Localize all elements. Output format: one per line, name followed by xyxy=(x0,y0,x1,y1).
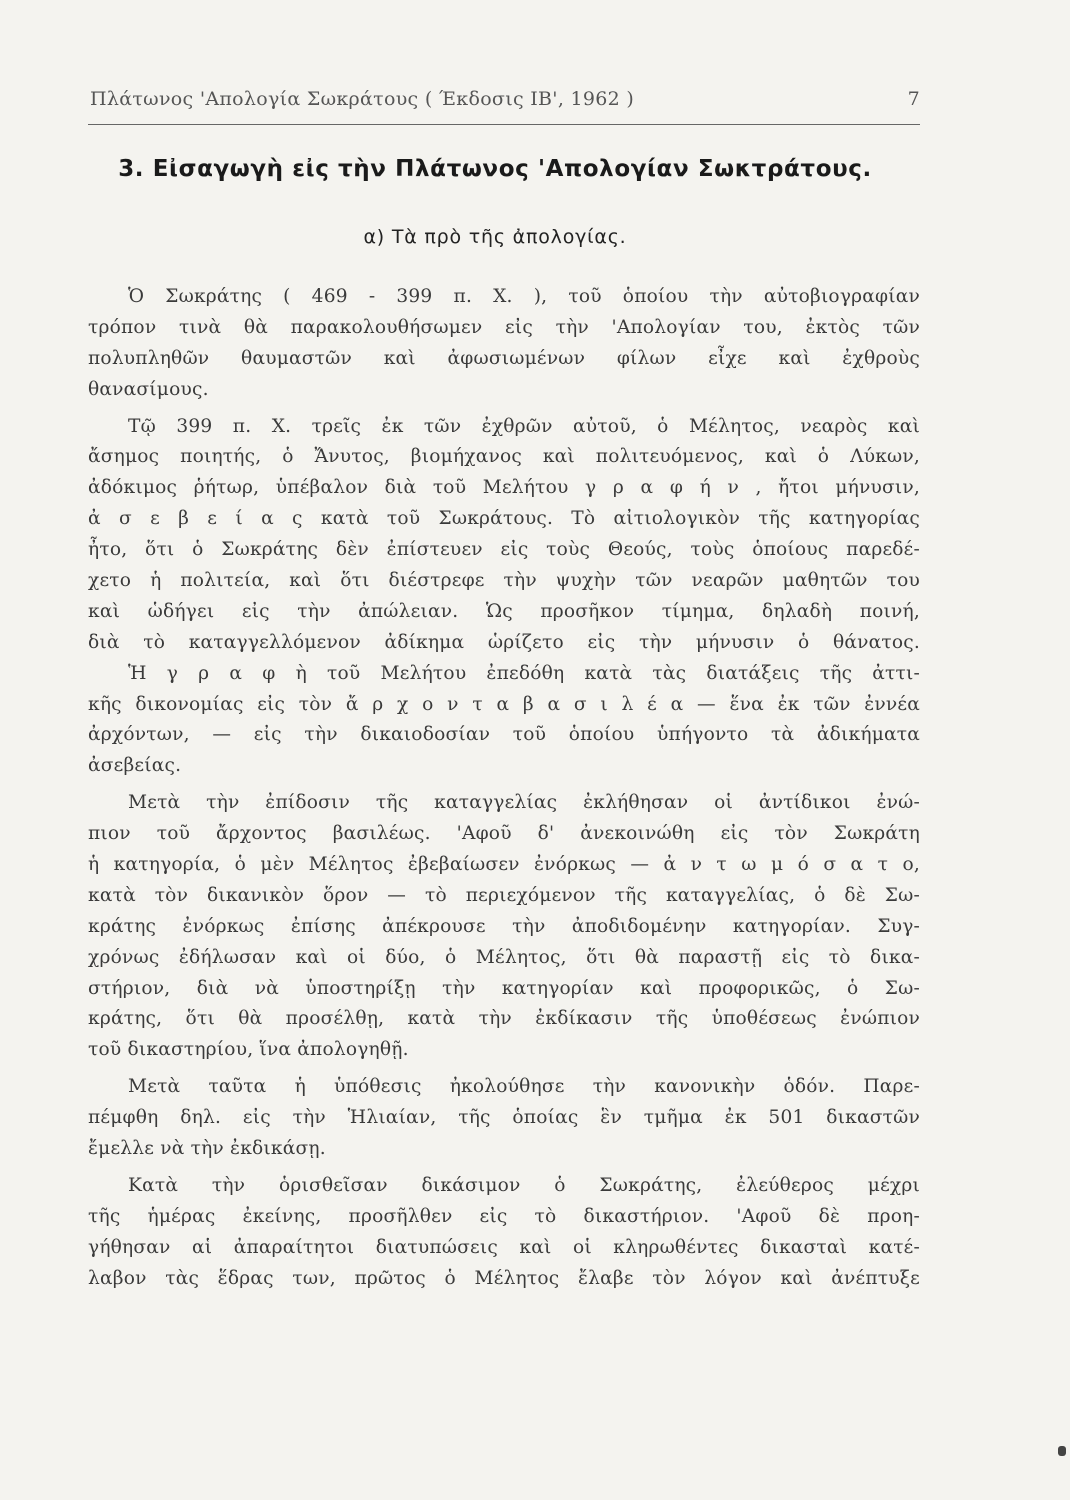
text-line: διὰ τὸ καταγγελλόμενον ἀδίκημα ὡρίζετο εἰς τὴν μήνυσιν ὁ θάνατος. xyxy=(88,631,920,653)
text-line: στήριον, διὰ νὰ ὑποστηρίξῃ τὴν κατηγορίαν καὶ προφορικῶς, ὁ Σω- xyxy=(88,977,920,999)
text-line: ἄσημος ποιητής, ὁ Ἄνυτος, βιομήχανος καὶ πολιτευόμενος, καὶ ὁ Λύκων, xyxy=(88,446,920,468)
text-line: Ἡ γ ρ α φ ὴ τοῦ Μελήτου ἐπεδόθη κατὰ τὰς διατάξεις τῆς ἀττι- xyxy=(128,662,920,684)
text-line: ἡ κατηγορία, ὁ μὲν Μέλητος ἐβεβαίωσεν ἐνόρκως — ἀ ν τ ω μ ό σ α τ ο, xyxy=(88,854,920,876)
text-line: λαβον τὰς ἕδρας των, πρῶτος ὁ Μέλητος ἔλαβε τὸν λόγον καὶ ἀνέπτυξε xyxy=(88,1267,920,1289)
text-line: ἀ σ ε β ε ί α ς κατὰ τοῦ Σωκράτους. Τὸ αἰτιολογικὸν τῆς κατηγορίας xyxy=(88,508,920,530)
text-line: Ὁ Σωκράτης ( 469 - 399 π. Χ. ), τοῦ ὁποίου τὴν αὐτοβιογραφίαν xyxy=(128,286,920,307)
text-line: Μετὰ τὴν ἐπίδοσιν τῆς καταγγελίας ἐκλήθησαν οἱ ἀντίδικοι ἐνώ- xyxy=(128,792,920,814)
running-title: Πλάτωνος 'Απολογία Σωκράτους ( Έκδοσις ΙΒ', 1962 ) xyxy=(90,88,635,110)
scan-speck xyxy=(1058,1446,1066,1456)
text-line: Κατὰ τὴν ὁρισθεῖσαν δικάσιμον ὁ Σωκράτης, ἐλεύθερος μέχρι xyxy=(128,1174,920,1196)
page-number: 7 xyxy=(907,88,920,110)
text-line: Μετὰ ταῦτα ἡ ὑπόθεσις ἠκολούθησε τὴν κανονικὴν ὁδόν. Παρε- xyxy=(128,1076,920,1098)
text-line: χετο ἡ πολιτεία, καὶ ὅτι διέστρεφε τὴν ψυχὴν τῶν νεαρῶν μαθητῶν του xyxy=(88,570,920,592)
text-line: χρόνως ἐδήλωσαν καὶ οἱ δύο, ὁ Μέλητος, ὅτι θὰ παραστῇ εἰς τὸ δικα- xyxy=(88,946,920,968)
text-line: Τῷ 399 π. Χ. τρεῖς ἐκ τῶν ἐχθρῶν αὐτοῦ, ὁ Μέλητος, νεαρὸς καὶ xyxy=(128,415,920,437)
header-rule xyxy=(88,124,920,125)
section-title: α) Τὰ πρὸ τῆς ἀπολογίας. xyxy=(363,226,627,248)
text-line: γήθησαν αἱ ἀπαραίτητοι διατυπώσεις καὶ οἱ κληρωθέντες δικασταὶ κατέ- xyxy=(88,1236,920,1258)
text-line: ἀδόκιμος ῥήτωρ, ὑπέβαλον διὰ τοῦ Μελήτου γ ρ α φ ή ν , ἤτοι μήνυσιν, xyxy=(88,477,920,499)
text-line: κράτης, ὅτι θὰ προσέλθῃ, κατὰ τὴν ἐκδίκασιν τῆς ὑποθέσεως ἐνώπιον xyxy=(88,1008,920,1030)
body-text xyxy=(88,282,920,1295)
text-line: πιον τοῦ ἄρχοντος βασιλέως. 'Αφοῦ δ' ἀνεκοινώθη εἰς τὸν Σωκράτη xyxy=(88,823,920,845)
text-line: ἦτο, ὅτι ὁ Σωκράτης δὲν ἐπίστευεν εἰς τοὺς Θεούς, τοὺς ὁποίους παρεδέ- xyxy=(88,539,920,561)
chapter-title: 3. Εἰσαγωγὴ εἰς τὴν Πλάτωνος 'Απολογίαν Σωκτράτους. xyxy=(118,156,872,182)
text-line: κατὰ τὸν δικανικὸν ὅρον — τὸ περιεχόμενον τῆς καταγγελίας, ὁ δὲ Σω- xyxy=(88,884,920,906)
text-line: ἀρχόντων, — εἰς τὴν δικαιοδοσίαν τοῦ ὁποίου ὑπήγοντο τὰ ἀδικήματα xyxy=(88,724,920,746)
text-line: τοῦ δικαστηρίου, ἵνα ἀπολογηθῇ. xyxy=(88,1039,409,1061)
text-line: πέμφθη δηλ. εἰς τὴν Ἡλιαίαν, τῆς ὁποίας ἓν τμῆμα ἐκ 501 δικαστῶν xyxy=(88,1107,920,1129)
text-line: τῆς ἡμέρας ἐκείνης, προσῆλθεν εἰς τὸ δικαστήριον. 'Αφοῦ δὲ προη- xyxy=(88,1205,920,1227)
running-header xyxy=(90,88,920,110)
text-line: καὶ ὡδήγει εἰς τὴν ἀπώλειαν. Ὡς προσῆκον τίμημα, δηλαδὴ ποινή, xyxy=(88,600,920,622)
text-line: πολυπληθῶν θαυμαστῶν καὶ ἀφωσιωμένων φίλων εἶχε καὶ ἐχθροὺς xyxy=(88,347,920,369)
text-line: τρόπον τινὰ θὰ παρακολουθήσωμεν εἰς τὴν 'Απολογίαν του, ἐκτὸς τῶν xyxy=(88,316,920,338)
text-line: κράτης ἐνόρκως ἐπίσης ἀπέκρουσε τὴν ἀποδιδομένην κατηγορίαν. Συγ- xyxy=(88,915,920,937)
text-line: κῆς δικονομίας εἰς τὸν ἄ ρ χ ο ν τ α β α σ ι λ έ α — ἕνα ἐκ τῶν ἐννέα xyxy=(88,693,920,715)
text-line: ἔμελλε νὰ τὴν ἐκδικάσῃ. xyxy=(88,1138,326,1160)
text-line: θανασίμους. xyxy=(88,378,209,400)
text-line: ἀσεβείας. xyxy=(88,755,182,777)
